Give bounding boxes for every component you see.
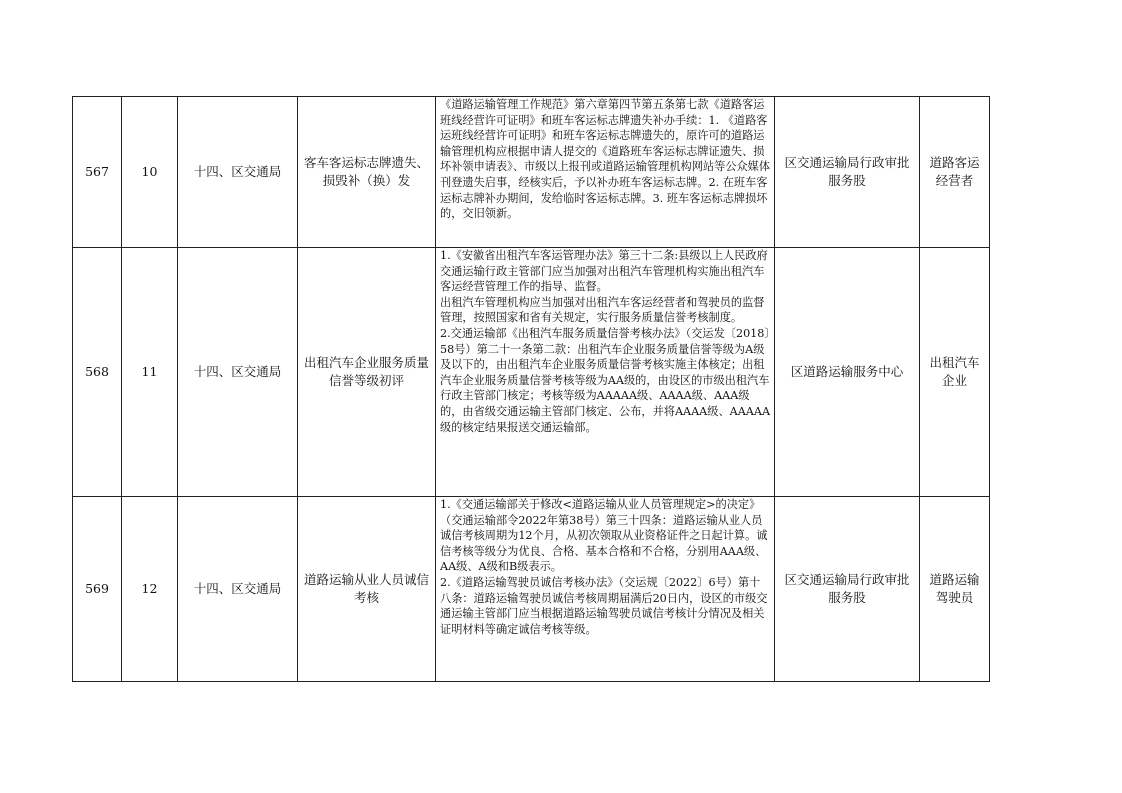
office-cell: 区交通运输局行政审批服务股 — [775, 497, 920, 682]
target-cell: 出租汽车企业 — [920, 248, 990, 497]
legal-basis-cell: 《道路运输管理工作规范》第六章第四节第五条第七款《道路客运班线经营许可证明》和班车客运标志牌遗失补办手续：1. 《道路客运班线经营许可证明》和班车客运标志牌遗失的，原许可的道路运输管理机构应根据申请人提交的《道路班车客运标志牌证遗失、损坏补领申请表》、市级以上报刊或道路运输管理机构网站等公众媒体刊登遗失启事，经核实后，予以补办班车客运标志牌。2. 在班车客运标志牌补办期间，发给临时客运标志牌。3. 班车客运标志牌损坏的，交旧领新。 — [436, 97, 775, 248]
table-row — [73, 497, 990, 682]
item-name-cell: 道路运输从业人员诚信考核 — [298, 497, 436, 682]
department-cell: 十四、区交通局 — [178, 497, 298, 682]
items-table — [72, 96, 990, 682]
department-cell: 十四、区交通局 — [178, 248, 298, 497]
office-cell: 区交通运输局行政审批服务股 — [775, 97, 920, 248]
target-cell: 道路运输驾驶员 — [920, 497, 990, 682]
sub-seq-cell: 10 — [122, 97, 178, 248]
table-row — [73, 97, 990, 248]
sub-seq-cell: 11 — [122, 248, 178, 497]
legal-basis-cell: 1.《安徽省出租汽车客运管理办法》第三十二条:县级以上人民政府交通运输行政主管部门应当加强对出租汽车管理机构实施出租汽车客运经营管理工作的指导、监督。 出租汽车管理机构应当加强对出租汽车客运经营者和驾驶员的监督管理，按照国家和省有关规定，实行服务质量信誉考核制度。 2.交通运输部《出租汽车服务质量信誉考核办法》（交运发〔2018〕58号）第二十一条第二款：出租汽车企业服务质量信誉等级为A级及以下的，由出租汽车企业服务质量信誉考核实施主体核定；出租汽车企业服务质量信誉考核等级为AA级的，由设区的市级出租汽车行政主管部门核定；考核等级为AAAAA级、AAAA级、AAA级的，由省级交通运输主管部门核定、公布，并将AAAA级、AAAAA级的核定结果报送交通运输部。 — [436, 248, 775, 497]
item-name-cell: 出租汽车企业服务质量信誉等级初评 — [298, 248, 436, 497]
table-row — [73, 248, 990, 497]
target-cell: 道路客运经营者 — [920, 97, 990, 248]
seq-cell: 567 — [73, 97, 122, 248]
item-name-cell: 客车客运标志牌遗失、损毁补（换）发 — [298, 97, 436, 248]
seq-cell: 568 — [73, 248, 122, 497]
legal-basis-cell: 1.《交通运输部关于修改<道路运输从业人员管理规定>的决定》（交通运输部令2022年第38号）第三十四条：道路运输从业人员诚信考核周期为12个月，从初次领取从业资格证件之日起计算。诚信考核等级分为优良、合格、基本合格和不合格，分别用AAA级、AA级、A级和B级表示。 2.《道路运输驾驶员诚信考核办法》（交运规〔2022〕6号）第十八条：道路运输驾驶员诚信考核周期届满后20日内，设区的市级交通运输主管部门应当根据道路运输驾驶员诚信考核计分情况及相关证明材料等确定诚信考核等级。 — [436, 497, 775, 682]
department-cell: 十四、区交通局 — [178, 97, 298, 248]
office-cell: 区道路运输服务中心 — [775, 248, 920, 497]
seq-cell: 569 — [73, 497, 122, 682]
sub-seq-cell: 12 — [122, 497, 178, 682]
